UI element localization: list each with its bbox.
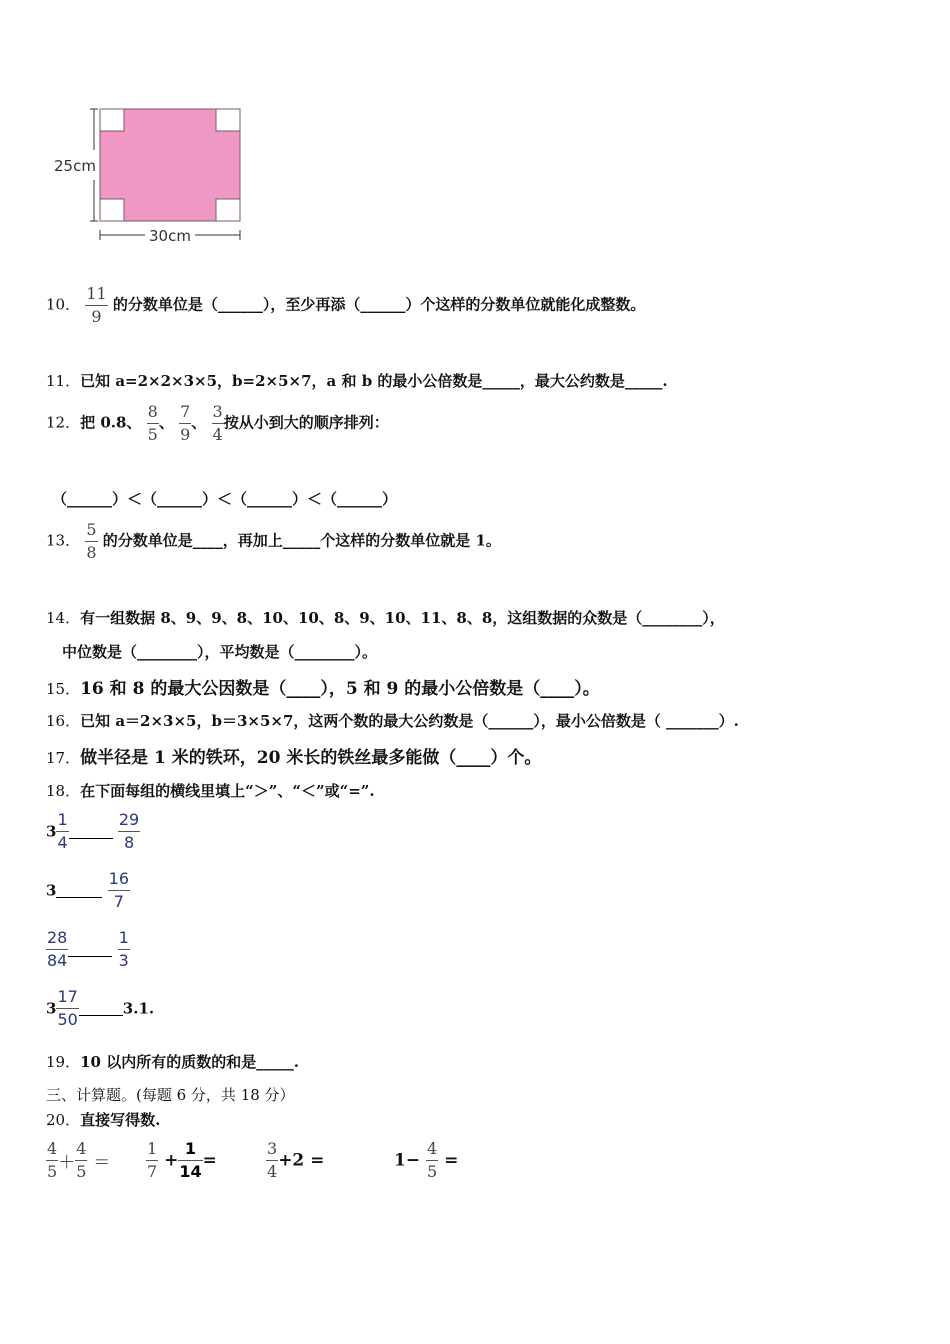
question-number: 20． — [46, 1111, 81, 1129]
question-number: 14． — [46, 609, 81, 627]
section-heading: 三、计算题。(每题 6 分，共 18 分） — [46, 1086, 295, 1104]
question-number: 16． — [46, 712, 81, 730]
expression-3 — [266, 1141, 324, 1180]
whole-number: 3 — [46, 822, 57, 841]
answer-blank[interactable] — [56, 883, 102, 898]
question-10 — [46, 286, 645, 325]
operator: + — [164, 1150, 179, 1171]
fraction-7-9: $\frac{7}{9}$ — [180, 402, 191, 444]
compare-1 — [46, 812, 140, 851]
compare-value: 3.1. — [122, 999, 155, 1018]
corner-square-bl — [100, 199, 124, 221]
question-text-post: 按从小到大的顺序排列： — [223, 413, 389, 432]
question-14-line2: 中位数是（________），平均数是（________）。 — [62, 643, 378, 661]
corner-square-tr — [216, 109, 240, 131]
denominator: 9 — [91, 307, 102, 326]
separator: 、 — [191, 413, 207, 432]
question-text: 有一组数据 8、9、9、8、10、10、8、9、10、11、8、8，这组数据的众数是（________）， — [80, 609, 725, 627]
fraction-8-5: $\frac{8}{5}$ — [147, 402, 158, 444]
question-number: 11． — [46, 372, 81, 390]
height-label: 25cm — [54, 157, 96, 175]
question-18 — [46, 780, 375, 801]
expression-rest: +2 = — [278, 1150, 325, 1171]
equals-sign: = — [444, 1150, 459, 1171]
width-label: 30cm — [149, 227, 191, 245]
expression-2 — [146, 1141, 217, 1180]
corner-square-br — [216, 199, 240, 221]
question-text: 的分数单位是____，再加上_____个这样的分数单位就是 1。 — [102, 531, 501, 550]
operator: ＋ — [58, 1153, 76, 1173]
separator: 、 — [158, 413, 174, 432]
fraction-1-14: $\frac{1}{14}$ — [179, 1139, 202, 1181]
expression-4 — [394, 1141, 458, 1180]
rectangle-figure — [50, 100, 250, 245]
question-12 — [46, 404, 389, 443]
question-16 — [46, 710, 739, 731]
fraction-4-5: $\frac{4}{5}$ — [47, 1139, 58, 1181]
question-19 — [46, 1051, 299, 1072]
fraction-29-8: $\frac{29}{8}$ — [118, 810, 140, 852]
whole-number: 3 — [46, 999, 57, 1018]
fraction — [85, 286, 107, 325]
fraction-28-84: $\frac{28}{84}$ — [47, 928, 68, 970]
answer-blank[interactable] — [68, 942, 112, 957]
mixed-fraction: $\frac{17}{50}$ — [57, 987, 78, 1029]
question-text: 直接写得数. — [80, 1111, 161, 1129]
expression-1 — [46, 1141, 110, 1180]
numerator: 11 — [85, 286, 107, 306]
fraction-1-3: $\frac{1}{3}$ — [118, 928, 129, 970]
question-text: 已知 a=2×2×3×5，b=2×5×7，a 和 b 的最小公倍数是_____，最大公约数是_____. — [80, 372, 668, 390]
fraction-4-5: $\frac{4}{5}$ — [427, 1139, 438, 1181]
corner-square-tl — [100, 109, 124, 131]
fraction-3-4: $\frac{3}{4}$ — [212, 402, 223, 444]
question-text: 的分数单位是（______），至少再添（______）个这样的分数单位就能化成整数。 — [112, 295, 646, 314]
question-11 — [46, 370, 668, 391]
question-number: 10． — [46, 295, 81, 314]
fraction-1-7: $\frac{1}{7}$ — [147, 1139, 158, 1181]
whole-number: 3 — [46, 881, 57, 900]
fraction-3-4: $\frac{3}{4}$ — [267, 1139, 278, 1181]
fraction-5-8: $\frac{5}{8}$ — [86, 520, 97, 562]
question-number: 13． — [46, 531, 81, 550]
ordering-answer-line: （______）＜（______）＜（______）＜（______） — [52, 490, 398, 508]
question-number: 12． — [46, 413, 81, 432]
question-15 — [46, 674, 600, 699]
compare-2 — [46, 871, 130, 910]
question-text: 做半径是 1 米的铁环，20 米长的铁丝最多能做（____）个。 — [80, 748, 542, 768]
equals-sign: = — [202, 1150, 217, 1171]
question-text: 16 和 8 的最大公因数是（____），5 和 9 的最小公倍数是（____）。 — [80, 679, 600, 699]
fraction-16-7: $\frac{16}{7}$ — [108, 869, 130, 911]
fraction-4-5: $\frac{4}{5}$ — [76, 1139, 87, 1181]
question-number: 17． — [46, 749, 81, 767]
question-20 — [46, 1109, 160, 1130]
compare-4 — [46, 989, 154, 1028]
question-text-pre: 把 0.8、 — [80, 413, 142, 432]
question-text: 已知 a＝2×3×5，b＝3×5×7，这两个数的最大公约数是（______），最小公倍数是（ _______）. — [80, 712, 739, 730]
answer-blank[interactable] — [79, 1001, 123, 1016]
question-number: 18． — [46, 782, 81, 800]
expression-lead: 1− — [394, 1150, 421, 1171]
equals-sign: ＝ — [93, 1153, 111, 1173]
question-text: 10 以内所有的质数的和是_____. — [80, 1053, 299, 1071]
question-17 — [46, 743, 541, 768]
compare-3 — [46, 930, 130, 969]
question-text: 在下面每组的横线里填上“＞”、“＜”或“=”. — [80, 782, 375, 800]
answer-blank[interactable] — [69, 824, 113, 839]
question-14-line1 — [46, 607, 725, 628]
question-13 — [46, 522, 501, 561]
question-number: 15． — [46, 680, 81, 698]
mixed-fraction: $\frac{1}{4}$ — [57, 810, 68, 852]
question-number: 19． — [46, 1053, 81, 1071]
